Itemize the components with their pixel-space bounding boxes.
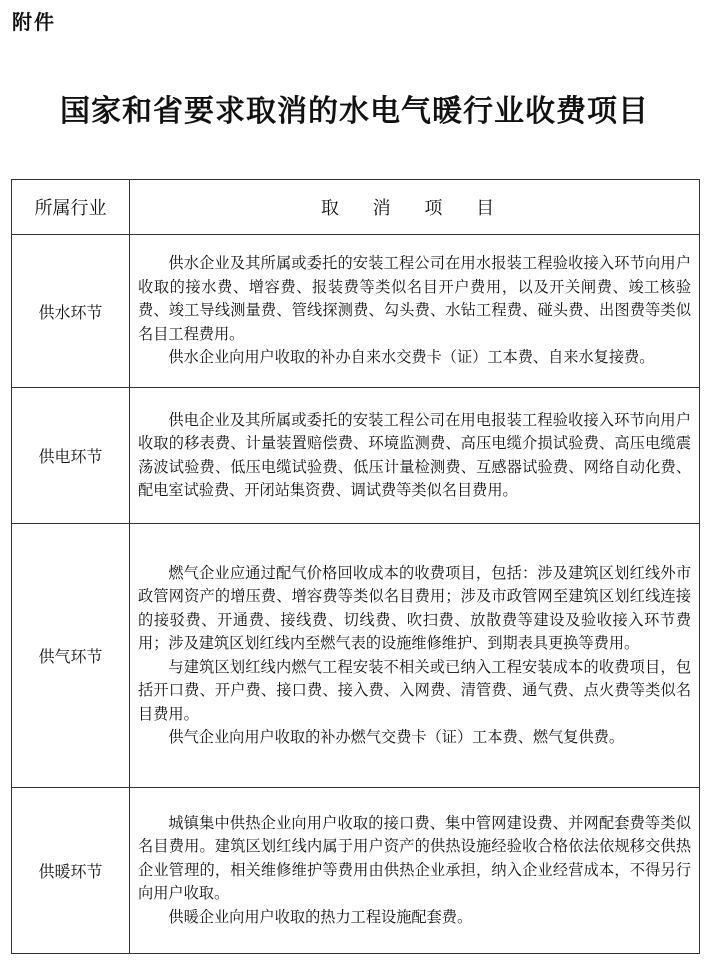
item-paragraph: 供气企业向用户收取的补办燃气交费卡（证）工本费、燃气复供费。 [168,728,625,746]
item-paragraph: 供水企业及其所属或委托的安装工程公司在用水报装工程验收接入环节向用户收取的接水费、增容费、报装费等类似名目开户费用，以及开关闸费、竣工核验费、竣工导线测量费、管线探测费、勾头费、水钻工程费、碰头费、出图费等类似名目工程费用。 [138,254,691,343]
table-row-power-supply [12,388,700,524]
industry-cell: 供水环节 [12,235,130,388]
attachment-label: 附件 [12,10,56,34]
fee-items-table [11,179,700,954]
items-cell [130,788,700,954]
column-header-industry: 所属行业 [12,180,130,235]
item-paragraph: 与建筑区划红线内燃气工程安装不相关或已纳入工程安装成本的收费项目，包括开口费、开户费、接口费、接入费、入网费、清管费、通气费、点火费等类似名目费用。 [138,657,691,723]
items-cell [130,235,700,388]
item-paragraph: 供电企业及其所属或委托的安装工程公司在用电报装工程验收接入环节向用户收取的移表费、计量装置赔偿费、环境监测费、高压电缆介损试验费、高压电缆震荡波试验费、低压电缆试验费、低压计量检测费、互感器试验费、网络自动化费、配电室试验费、开闭站集资费、调试费等类似名目费用。 [138,410,691,499]
item-paragraph: 供水企业向用户收取的补办自来水交费卡（证）工本费、自来水复接费。 [168,348,655,367]
item-paragraph: 城镇集中供热企业向用户收取的接口费、集中管网建设费、并网配套费等类似名目费用。建筑区划红线内属于用户资产的供热设施经验收合格依法依规移交供热企业管理的，相关维修维护等费用由供热企业承担，纳入企业经营成本，不得另行向用户收取。 [138,813,691,903]
industry-cell: 供气环节 [12,524,130,788]
item-paragraph: 供暖企业向用户收取的热力工程设施配套费。 [168,907,473,926]
industry-cell: 供电环节 [12,388,130,524]
items-cell [130,524,700,788]
table-header-row [12,180,700,235]
item-paragraph: 燃气企业应通过配气价格回收成本的收费项目，包括：涉及建筑区划红线外市政管网资产的增压费、增容费等类似名目费用；涉及市政管网至建筑区划红线连接的接驳费、开通费、接线费、切线费、吹扫费、放散费等建设及验收接入环节费用；涉及建筑区划红线内至燃气表的设施维修维护、到期表具更换等费用。 [138,563,691,652]
industry-cell: 供暖环节 [12,788,130,954]
items-cell [130,388,700,524]
table-row-gas-supply [12,524,700,788]
table-row-heating-supply [12,788,700,954]
document-title: 国家和省要求取消的水电气暖行业收费项目 [60,94,649,129]
column-header-items: 取 消 项 目 [130,180,700,235]
table-row-water-supply [12,235,700,388]
